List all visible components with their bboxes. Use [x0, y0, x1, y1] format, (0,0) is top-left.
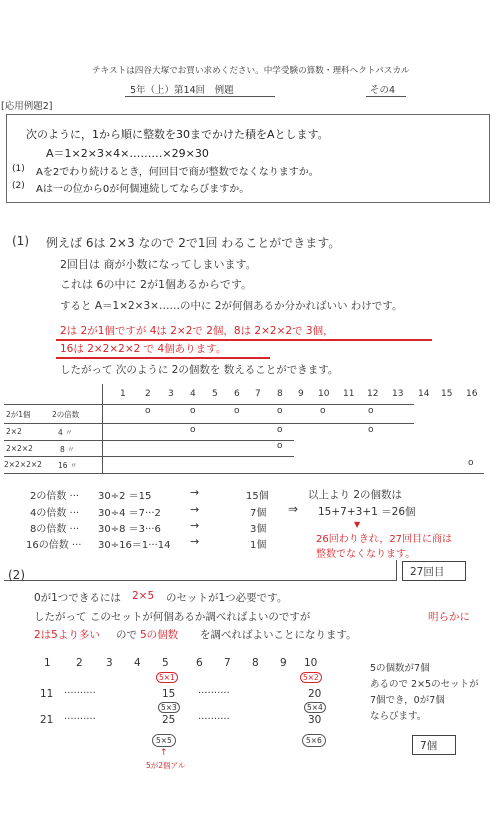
- mark: o: [368, 406, 374, 416]
- arrow-down-icon: ▼: [354, 520, 361, 529]
- row-sub-2: 4 〃: [58, 428, 73, 437]
- circle-5x2: 5×2: [300, 672, 322, 683]
- section-divider-tick: [396, 560, 397, 581]
- section-divider: [4, 580, 397, 581]
- num-9: 9: [280, 657, 287, 669]
- mark: o: [468, 458, 474, 468]
- calc-arrow-2: →: [190, 503, 200, 516]
- col-9: 9: [298, 389, 304, 399]
- num-5: 5: [162, 657, 169, 669]
- row2-dots-1: ··········: [64, 688, 96, 699]
- page-number: その4: [370, 85, 396, 96]
- calc-expr-2: 30÷4 ＝7···2: [98, 508, 161, 519]
- header-notice: テキストは四谷大塚でお買い求めください。中学受験の算数・理科ヘクトパスカル: [92, 66, 410, 76]
- num-7: 7: [224, 657, 231, 669]
- calc-res-3: 3個: [250, 524, 267, 535]
- q2-number: (2): [12, 181, 25, 191]
- mark: o: [277, 425, 283, 435]
- conclusion-1: 以上より 2の個数は: [308, 489, 403, 501]
- lesson-title: 5年（上）第14回 例題: [130, 85, 234, 96]
- row2-dots-2: ··········: [198, 688, 230, 699]
- q1-text: Aを2でわり続けるとき，何回目で商が整数でなくなりますか。: [36, 167, 319, 178]
- calc-arrow-4: →: [190, 535, 200, 548]
- col-8: 8: [277, 389, 283, 399]
- table-hline-3: [4, 440, 294, 441]
- header-rule-left: [125, 96, 275, 97]
- part1-line3: これは 6の中に 2が1個あるからです。: [60, 278, 252, 291]
- mark: o: [277, 406, 283, 416]
- row-sub-3: 8 〃: [60, 445, 75, 454]
- col-10: 10: [318, 389, 330, 399]
- calc-res-1: 15個: [246, 491, 269, 502]
- mark: o: [234, 406, 240, 416]
- part2-line2a: したがって このセットが何個あるか調べればよいのですが: [34, 611, 311, 623]
- col-7: 7: [255, 389, 261, 399]
- circle-5x4: 5×4: [304, 702, 326, 713]
- calc-arrow-1: →: [190, 486, 200, 499]
- part1-line4: すると A＝1×2×3×……の中に 2が何個あるか分かればいい わけです。: [60, 300, 403, 312]
- part1-line5: したがって 次のように 2の個数を 数えることができます。: [60, 364, 339, 376]
- part2-line1b: のセットが1つ必要です。: [166, 592, 288, 604]
- red-conclusion-2: 整数でなくなります。: [316, 549, 416, 560]
- table-vline: [102, 384, 103, 474]
- calc-name-2: 4の倍数 ···: [30, 508, 80, 519]
- mark: o: [190, 425, 196, 435]
- red-conclusion-1: 26回わりきれ，27回目に商は: [316, 534, 453, 545]
- calc-expr-4: 30÷16＝1···14: [98, 540, 171, 551]
- row3-dots-2: ··········: [198, 714, 230, 725]
- row3-mid: 25: [162, 714, 176, 726]
- num-10: 10: [304, 657, 318, 669]
- row-label-3: 2×2×2: [6, 444, 33, 453]
- num-3: 3: [106, 657, 113, 669]
- num-2: 2: [76, 657, 83, 669]
- row-sub-4: 16 〃: [58, 461, 78, 470]
- q2-text: Aは一の位から0が何個連続してならびますか。: [36, 184, 250, 195]
- row2-mid: 15: [162, 688, 176, 700]
- part1-red-line2: 16は 2×2×2×2 で 4個あります。: [60, 343, 227, 355]
- part2-line3-red1: 2は5より多い: [34, 629, 100, 641]
- part2-line1-red: 2×5: [132, 590, 155, 602]
- calc-expr-1: 30÷2 ＝15: [98, 491, 152, 502]
- part1-line1: 例えば 6は 2×3 なので 2で1回 わることができます。: [46, 236, 341, 250]
- header-rule-right: [366, 96, 406, 97]
- num-8: 8: [252, 657, 259, 669]
- arrow-up-icon: ↑: [160, 748, 168, 758]
- table-hline-2: [4, 423, 414, 424]
- circle-5x1: 5×1: [156, 672, 178, 683]
- part2-line1a: 0が1つできるには: [34, 592, 121, 604]
- row2-start: 11: [40, 688, 54, 700]
- row-label-4: 2×2×2×2: [4, 460, 42, 469]
- calc-res-2: 7個: [250, 508, 267, 519]
- row-label-1: 2が1個: [6, 410, 31, 419]
- conclusion-2: 15+7+3+1 ＝26個: [318, 506, 416, 518]
- note-25: 5が2個アル: [146, 761, 186, 770]
- calc-expr-3: 30÷8 ＝3···6: [98, 524, 161, 535]
- row2-end: 20: [308, 688, 322, 700]
- calc-name-4: 16の倍数 ···: [26, 540, 82, 551]
- circle-5x6: 5×6: [302, 734, 326, 747]
- num-4: 4: [134, 657, 141, 669]
- table-hline-4: [4, 456, 294, 457]
- calc-name-3: 8の倍数 ···: [30, 524, 80, 535]
- mark: o: [320, 406, 326, 416]
- col-5: 5: [212, 389, 218, 399]
- row3-end: 30: [308, 714, 322, 726]
- col-15: 15: [441, 389, 453, 399]
- col-13: 13: [392, 389, 404, 399]
- table-hline-5: [4, 473, 484, 474]
- col-1: 1: [120, 389, 126, 399]
- row3-start: 21: [40, 714, 54, 726]
- part2-line3a: ので: [116, 629, 137, 641]
- part2-label: (2): [8, 568, 25, 582]
- circle-5x3: 5×3: [158, 702, 180, 713]
- problem-formula: A＝1×2×3×4×………×29×30: [46, 147, 209, 160]
- problem-tag: [応用例題2]: [1, 101, 53, 112]
- col-14: 14: [418, 389, 430, 399]
- row3-dots-1: ··········: [64, 714, 96, 725]
- mark: o: [368, 425, 374, 435]
- part1-line2: 2回目は 商が小数になってしまいます。: [60, 258, 257, 271]
- side-note-2: あるので 2×5のセットが: [370, 679, 479, 690]
- part1-red-line1: 2は 2が1個ですが 4は 2×2で 2個，8は 2×2×2で 3個，: [60, 325, 334, 337]
- red-underline-2: [56, 357, 270, 359]
- circle-5x5: 5×5: [152, 734, 176, 747]
- mark: o: [145, 406, 151, 416]
- problem-intro: 次のように，1から順に整数を30までかけた積をAとします。: [26, 128, 329, 141]
- side-note-1: 5の個数が7個: [370, 663, 430, 674]
- col-4: 4: [190, 389, 196, 399]
- calc-res-4: 1個: [250, 540, 267, 551]
- part2-line2-red: 明らかに: [428, 611, 470, 623]
- side-note-3: 7個でき，0が7個: [370, 695, 445, 706]
- col-12: 12: [367, 389, 379, 399]
- part2-line3-red2: 5の個数: [140, 629, 179, 641]
- calc-name-1: 2の倍数 ···: [30, 491, 80, 502]
- num-1: 1: [44, 657, 51, 669]
- col-2: 2: [145, 389, 151, 399]
- implies-arrow: ⇒: [288, 502, 299, 516]
- col-16: 16: [466, 389, 478, 399]
- row-label-2: 2×2: [6, 427, 22, 436]
- col-11: 11: [343, 389, 355, 399]
- num-6: 6: [196, 657, 203, 669]
- calc-arrow-3: →: [190, 519, 200, 532]
- mark: o: [277, 441, 283, 451]
- col-6: 6: [234, 389, 240, 399]
- table-hline-1: [4, 404, 414, 405]
- part1-label: (1): [12, 234, 29, 248]
- q1-number: (1): [12, 164, 25, 174]
- part2-line3b: を調べればよいことになります。: [200, 629, 357, 641]
- mark: o: [190, 406, 196, 416]
- col-3: 3: [168, 389, 174, 399]
- answer-2: 7個: [420, 740, 438, 752]
- side-note-4: ならびます。: [370, 711, 427, 722]
- row-sub-1: 2の倍数: [52, 410, 80, 419]
- answer-1: 27回目: [410, 566, 445, 578]
